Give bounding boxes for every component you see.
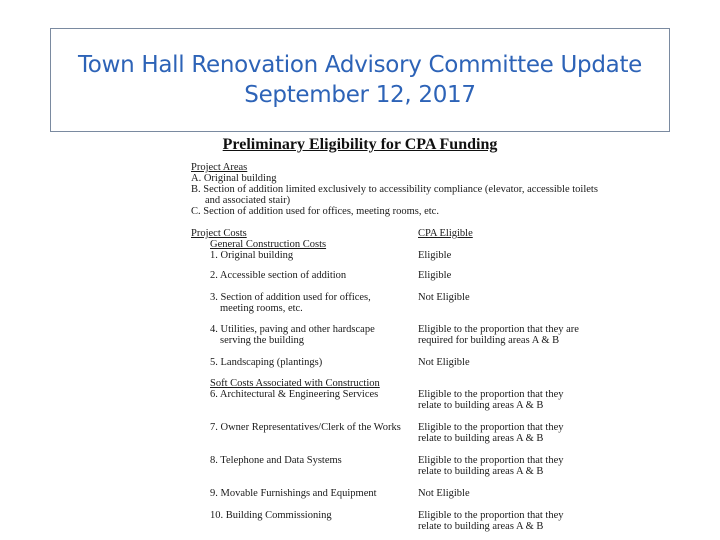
- general-costs-header: General Construction Costs: [210, 239, 327, 250]
- project-costs-header: Project Costs: [191, 228, 247, 239]
- project-area-b-cont: and associated stair): [205, 195, 291, 206]
- project-area-c: C. Section of addition used for offices, meeting rooms, etc.: [191, 206, 439, 217]
- eligible-row-4-cont: required for building areas A & B: [418, 335, 560, 346]
- cost-row-7: 7. Owner Representatives/Clerk of the Works: [210, 422, 401, 433]
- slide-date: September 12, 2017: [244, 82, 476, 108]
- title-box: [50, 28, 670, 132]
- eligible-row-10-cont: relate to building areas A & B: [418, 521, 544, 532]
- eligible-row-3: Not Eligible: [418, 292, 470, 303]
- eligible-row-5: Not Eligible: [418, 357, 470, 368]
- cost-row-2: 2. Accessible section of addition: [210, 270, 347, 281]
- slide-title: Town Hall Renovation Advisory Committee Update: [77, 52, 643, 78]
- cost-row-9: 9. Movable Furnishings and Equipment: [210, 488, 377, 499]
- eligible-row-6: Eligible to the proportion that they: [418, 389, 564, 400]
- project-areas-header: Project Areas: [191, 162, 248, 173]
- cost-row-4-cont: serving the building: [220, 335, 304, 346]
- cpa-eligible-header: CPA Eligible: [418, 228, 473, 239]
- eligible-row-6-cont: relate to building areas A & B: [418, 400, 544, 411]
- eligible-row-2: Eligible: [418, 270, 452, 281]
- project-area-b: B. Section of addition limited exclusively to accessibility compliance (elevator, accessible toilets: [191, 184, 598, 195]
- cost-row-1: 1. Original building: [210, 250, 294, 261]
- cost-row-10: 10. Building Commissioning: [210, 510, 332, 521]
- document-heading: Preliminary Eligibility for CPA Funding: [222, 136, 498, 153]
- cost-row-5: 5. Landscaping (plantings): [210, 357, 323, 368]
- eligible-row-8-cont: relate to building areas A & B: [418, 466, 544, 477]
- soft-costs-header: Soft Costs Associated with Construction: [210, 378, 380, 389]
- eligible-row-9: Not Eligible: [418, 488, 470, 499]
- cost-row-4: 4. Utilities, paving and other hardscape: [210, 324, 375, 335]
- project-area-a: A. Original building: [191, 173, 277, 184]
- eligible-row-7-cont: relate to building areas A & B: [418, 433, 544, 444]
- cost-row-3: 3. Section of addition used for offices,: [210, 292, 371, 303]
- eligible-row-8: Eligible to the proportion that they: [418, 455, 564, 466]
- eligible-row-4: Eligible to the proportion that they are: [418, 324, 579, 335]
- eligible-row-10: Eligible to the proportion that they: [418, 510, 564, 521]
- cost-row-8: 8. Telephone and Data Systems: [210, 455, 342, 466]
- cost-row-3-cont: meeting rooms, etc.: [220, 303, 303, 314]
- cost-row-6: 6. Architectural & Engineering Services: [210, 389, 379, 400]
- eligible-row-7: Eligible to the proportion that they: [418, 422, 564, 433]
- eligible-row-1: Eligible: [418, 250, 452, 261]
